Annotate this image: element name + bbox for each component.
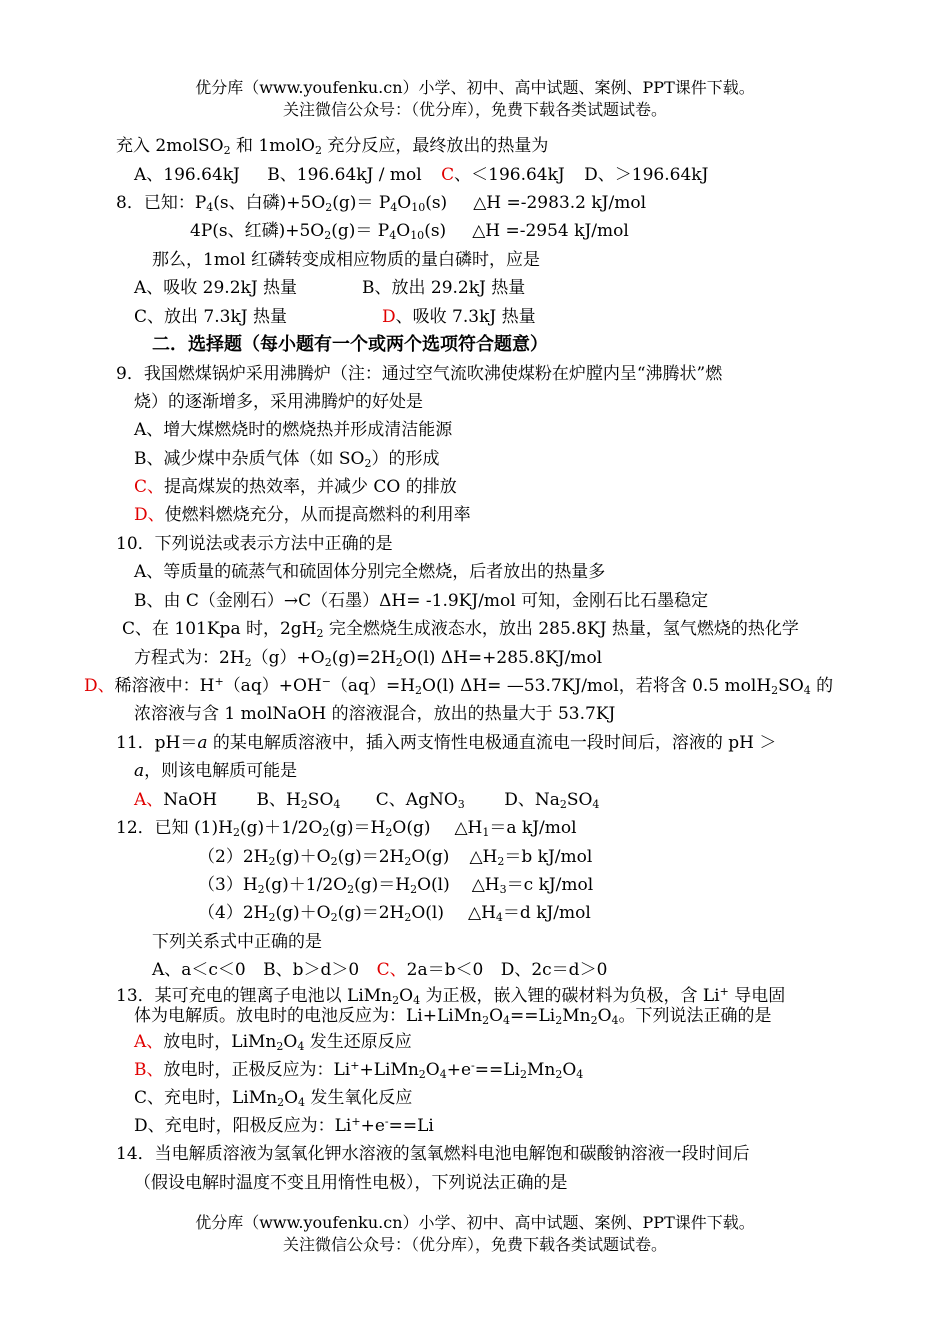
header-line-1: 优分库（www.youfenku.cn）小学、初中、高中试题、案例、PPT课件下载。 — [195, 78, 755, 97]
q11-option-b: B、$H_2SO_4$ — [256, 790, 341, 811]
q7-option-c-letter: C — [441, 165, 455, 185]
q13-stem-2: 体为电解质。放电时的电池反应为：$Li+LiMn_2O_4==Li_2Mn_2O_4$。下列说法正确的是 — [134, 1006, 772, 1027]
q7-option-b: B、196.64kJ / mol — [267, 165, 422, 185]
q10-option-b: B、由 C（金刚石）→C（石墨）ΔH= -1.9KJ/mol 可知，金刚石比石墨稳定 — [134, 591, 709, 611]
q8-option-c: C、放出 7.3kJ 热量 — [134, 307, 287, 327]
q7-stem: 充入 2molSO$_2$ 和 1molO$_2$ 充分反应，最终放出的热量为 — [116, 136, 549, 157]
q12-option-a: A、a＜c＜0 — [152, 960, 246, 980]
q9-option-a: A、增大煤燃烧时的燃烧热并形成清洁能源 — [134, 420, 453, 440]
q11-stem-2: a，则该电解质可能是 — [134, 761, 298, 781]
q9-option-c: C、提高煤炭的热效率，并减少 CO 的排放 — [134, 477, 457, 497]
q12-options — [152, 958, 607, 982]
q10-option-c-1: C、在 101Kpa 时，$2gH_2$ 完全燃烧生成液态水，放出 285.8KJ 热量，氢气燃烧的热化学 — [122, 619, 799, 640]
q12-eq2: $(2)2H_2(g)+O_2(g)=2H_2O(g)$ $\triangle H_2=b$ kJ/mol — [198, 847, 593, 868]
q13-option-c: C、充电时，$LiMn_2O_4$ 发生氧化反应 — [134, 1088, 413, 1109]
q11-option-a: A、NaOH — [134, 790, 218, 810]
q14-stem-1: 14．当电解质溶液为氢氧化钾水溶液的氢氧燃料电池电解饱和碳酸钠溶液一段时间后 — [116, 1144, 750, 1164]
footer-line-1: 优分库（www.youfenku.cn）小学、初中、高中试题、案例、PPT课件下载。 — [195, 1213, 755, 1232]
q11-option-c: C、AgNO$_3$ — [375, 790, 465, 811]
q9-stem-1: 9．我国燃煤锅炉采用沸腾炉（注：通过空气流吹沸使煤粉在炉膛内呈“沸腾状”燃 — [116, 364, 723, 384]
q12-ask: 下列关系式中正确的是 — [152, 932, 322, 952]
q11-options — [134, 788, 599, 812]
header-line-2: 关注微信公众号：（优分库），免费下载各类试题试卷。 — [282, 100, 667, 119]
q13-stem-1: 13．某可充电的锂离子电池以 $LiMn_2O_4$ 为正极，嵌入锂的碳材料为负极，含 Li+ 导电固 — [116, 985, 786, 1007]
q8-eq2: 4P(s、红磷)$+5O_2(g)= P_4O_{10}(s)$ △H =-2954 kJ/mol — [190, 221, 629, 242]
q9-option-d: D、使燃料燃烧充分，从而提高燃料的利用率 — [134, 505, 471, 525]
q12-option-c: C、2a＝b＜0 — [376, 960, 484, 980]
q10-stem: 10．下列说法或表示方法中正确的是 — [116, 534, 393, 554]
q14-stem-2: （假设电解时温度不变且用惰性电极），下列说法正确的是 — [134, 1173, 568, 1193]
q7-option-d: D、＞196.64kJ — [584, 165, 709, 185]
section-2-title: 二．选择题（每小题有一个或两个选项符合题意） — [152, 334, 548, 355]
q8-eq1: 8．已知：$P_4(s$、白磷)$+5O_2(g)= P_4O_{10}(s)$ △H =-2983.2 kJ/mol — [116, 193, 647, 214]
q11-stem-1: 11．pH＝a 的某电解质溶液中，插入两支惰性电极通直流电一段时间后，溶液的 pH ＞ — [116, 733, 777, 753]
q7-options — [134, 163, 708, 187]
q9-option-b: B、减少煤中杂质气体（如 $SO_2$）的形成 — [134, 449, 440, 470]
q12-option-d: D、2c＝d＞0 — [500, 960, 608, 980]
q11-option-d: D、$Na_2SO_4$ — [504, 790, 600, 811]
q8-option-b: B、放出 29.2kJ 热量 — [362, 278, 526, 298]
q12-eq3: $(3)H_2(g)+1/2O_2(g)=H_2O(l)$ $\triangle H_3=c$ kJ/mol — [198, 875, 594, 896]
q8-option-a: A、吸收 29.2kJ 热量 — [134, 278, 298, 298]
q9-stem-2: 烧）的逐渐增多，采用沸腾炉的好处是 — [134, 392, 423, 412]
q13-option-a: A、放电时，$LiMn_2O_4$ 发生还原反应 — [134, 1032, 412, 1053]
q12-eq1: 12．已知 $(1)H_2(g)+1/2O_2(g)=H_2O(g)$ $\triangle H_1=a$ kJ/mol — [116, 818, 577, 839]
q10-option-d-1: D、稀溶液中：$H^+(aq)+OH^-(aq)=H_2O(l)$ ΔH= —53.7KJ/mol，若将含 0.5 $molH_2SO_4$ 的 — [84, 675, 834, 697]
q13-option-b: B、放电时，正极反应为：$Li^++LiMn_2O_4+e^-==Li_2Mn_2O_4$ — [134, 1059, 584, 1081]
q7-option-c: 、＜196.64kJ — [454, 165, 565, 185]
q12-eq4: $(4)2H_2(g)+O_2(g)=2H_2O(l)$ $\triangle H_4=d$ kJ/mol — [198, 903, 591, 924]
q10-option-c-2: 方程式为：$2H_2(g)+O_2(g)=2H_2O(l)$ ΔH=+285.8KJ/mol — [134, 648, 603, 669]
q7-option-a: A、196.64kJ — [134, 165, 240, 185]
q12-option-b: B、b＞d＞0 — [263, 960, 360, 980]
q10-option-a: A、等质量的硫蒸气和硫固体分别完全燃烧，后者放出的热量多 — [134, 562, 606, 582]
q8-then: 那么，1mol 红磷转变成相应物质的量白磷时，应是 — [152, 250, 541, 270]
q13-option-d: D、充电时，阳极反应为：Li++e-==Li — [134, 1115, 434, 1136]
footer-line-2: 关注微信公众号：（优分库），免费下载各类试题试卷。 — [282, 1235, 667, 1254]
q10-option-d-2: 浓溶液与含 1 molNaOH 的溶液混合，放出的热量大于 53.7KJ — [134, 704, 616, 724]
q8-option-d: D、吸收 7.3kJ 热量 — [382, 307, 536, 327]
